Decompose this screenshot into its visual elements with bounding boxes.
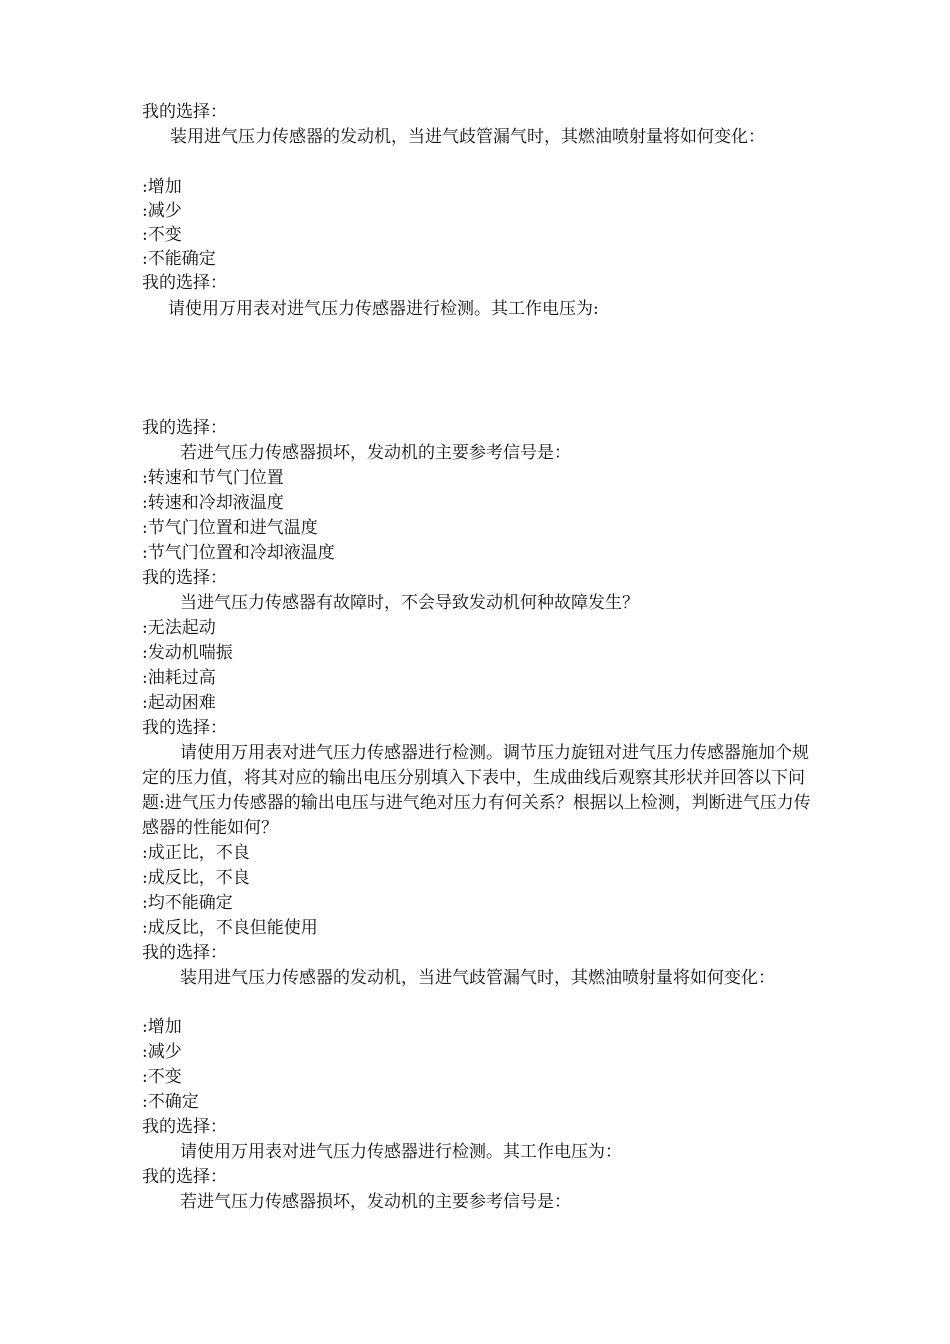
option-item: :无法起动 — [142, 618, 216, 638]
option-item: :发动机喘振 — [142, 643, 233, 663]
option-item: :增加 — [142, 1017, 182, 1037]
question-text: 请使用万用表对进气压力传感器进行检测。其工作电压为: — [168, 299, 599, 319]
option-item: :转速和节气门位置 — [142, 468, 284, 488]
option-item: :减少 — [142, 201, 182, 221]
choice-label: 我的选择： — [142, 102, 227, 122]
option-item: :节气门位置和进气温度 — [142, 518, 318, 538]
question-text: 装用进气压力传感器的发动机，当进气歧管漏气时，其燃油喷射量将如何变化： — [180, 968, 775, 988]
question-text: 请使用万用表对进气压力传感器进行检测。调节压力旋钮对进气压力传感器施加个规定的压力值，将其对应的输出电压分别填入下表中，生成曲线后观察其形状并回答以下问题:进气压力传感器的输出电压与进气绝对压力有何关系？根据以上检测，判断进气压力传感器的性能如何？ — [142, 743, 811, 838]
option-item: :成正比，不良 — [142, 843, 250, 863]
option-item: :节气门位置和冷却液温度 — [142, 543, 335, 563]
option-item: :成反比，不良但能使用 — [142, 918, 318, 938]
option-item: :不确定 — [142, 1092, 199, 1112]
choice-label: 我的选择： — [142, 568, 227, 588]
choice-label: 我的选择： — [142, 273, 227, 293]
option-item: :均不能确定 — [142, 893, 233, 913]
question-text: 若进气压力传感器损坏，发动机的主要参考信号是： — [180, 1192, 571, 1212]
choice-label: 我的选择： — [142, 418, 227, 438]
option-item: :不能确定 — [142, 249, 216, 269]
choice-label: 我的选择： — [142, 943, 227, 963]
option-item: :转速和冷却液温度 — [142, 493, 284, 513]
question-text: 请使用万用表对进气压力传感器进行检测。其工作电压为： — [180, 1142, 622, 1162]
option-item: :不变 — [142, 1067, 182, 1087]
option-item: :增加 — [142, 177, 182, 197]
question-text: 装用进气压力传感器的发动机，当进气歧管漏气时，其燃油喷射量将如何变化： — [170, 127, 765, 147]
choice-label: 我的选择： — [142, 1167, 227, 1187]
choice-label: 我的选择： — [142, 1117, 227, 1137]
question-text: 若进气压力传感器损坏，发动机的主要参考信号是： — [180, 443, 571, 463]
option-item: :油耗过高 — [142, 668, 216, 688]
option-item: :成反比，不良 — [142, 868, 250, 888]
choice-label: 我的选择： — [142, 718, 227, 738]
option-item: :不变 — [142, 225, 182, 245]
option-item: :起动困难 — [142, 693, 216, 713]
option-item: :减少 — [142, 1042, 182, 1062]
question-text: 当进气压力传感器有故障时，不会导致发动机何种故障发生？ — [180, 593, 639, 613]
